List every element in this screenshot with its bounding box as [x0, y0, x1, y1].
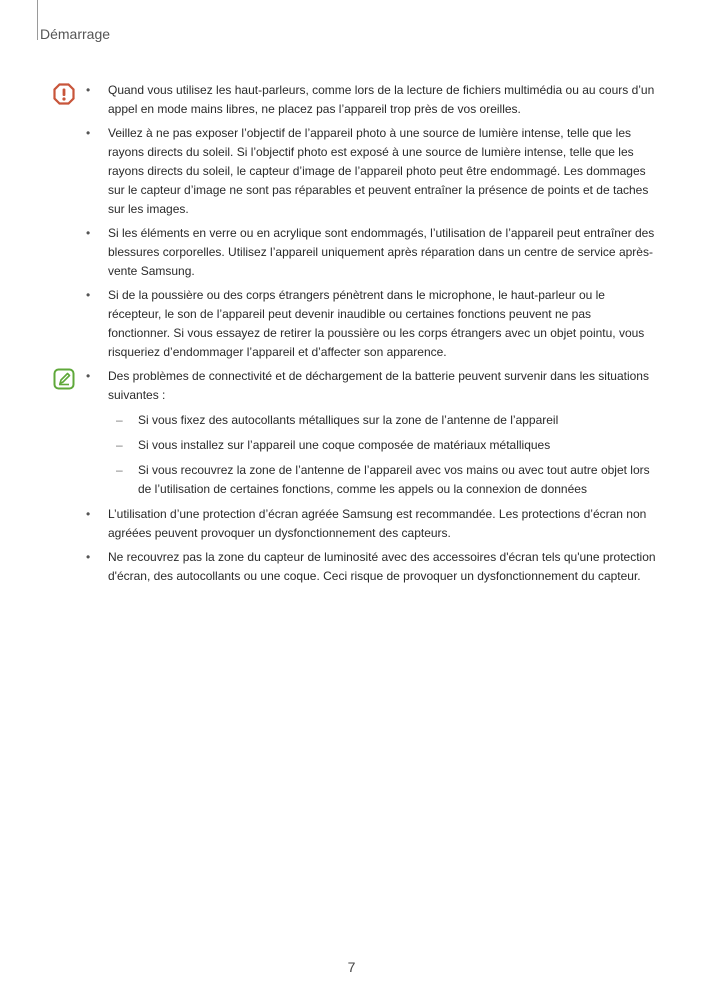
sub-item-text: Si vous fixez des autocollants métalliques sur la zone de l’antenne de l’appareil	[138, 413, 559, 427]
caution-text: Quand vous utilisez les haut-parleurs, comme lors de la lecture de fichiers multimédia ou au cours d’un appel en mode mains libres, ne placez pas l’appareil trop près de vos oreilles.	[108, 83, 655, 116]
note-text: Des problèmes de connectivité et de déchargement de la batterie peuvent survenir dans les situations suivantes :	[108, 369, 649, 402]
note-text: L’utilisation d’une protection d’écran agréée Samsung est recommandée. Les protections d’écran non agréées peuvent provoquer un dysfonctionnement des capteurs.	[108, 507, 647, 540]
list-item	[86, 548, 656, 586]
bullet-icon: •	[86, 83, 91, 97]
sub-item-text: Si vous recouvrez la zone de l’antenne de l’appareil avec vos mains ou avec tout autre objet lors de l’utilisation de certaines fonctions, comme les appels ou la connexion de données	[138, 463, 650, 496]
bullet-icon: •	[86, 288, 91, 302]
sub-item-text: Si vous installez sur l’appareil une coque composée de matériaux métalliques	[138, 438, 551, 452]
dash-icon: –	[116, 413, 123, 427]
page-number: 7	[347, 959, 356, 975]
list-item	[86, 286, 656, 362]
note-list	[86, 367, 656, 591]
note-pencil-icon	[53, 368, 75, 395]
list-item	[86, 367, 656, 499]
bullet-icon: •	[86, 226, 91, 240]
bullet-icon: •	[86, 369, 91, 383]
list-item	[86, 505, 656, 543]
list-item	[86, 81, 656, 119]
sub-list-item	[108, 436, 656, 455]
caution-icon	[53, 83, 75, 110]
section-title: Démarrage	[40, 26, 111, 42]
note-text: Ne recouvrez pas la zone du capteur de luminosité avec des accessoires d'écran tels qu'une protection d'écran, des autocollants ou une coque. Ceci risque de provoquer un dysfonctionnement du capteur.	[108, 550, 656, 583]
list-item	[86, 124, 656, 219]
dash-icon: –	[116, 463, 123, 477]
list-item	[86, 224, 656, 281]
caution-text: Si de la poussière ou des corps étrangers pénètrent dans le microphone, le haut-parleur ou le récepteur, le son de l’appareil peut devenir inaudible ou certaines fonctions peuvent ne pas fonctionner. Si vous essayez de retirer la poussière ou les corps étrangers avec un objet pointu, vous risqueriez d’endommager l’appareil et d’affecter son apparence.	[108, 288, 645, 359]
sub-list-item	[108, 461, 656, 499]
dash-icon: –	[116, 438, 123, 452]
sub-list	[108, 411, 656, 499]
caution-list	[86, 81, 656, 367]
caution-text: Si les éléments en verre ou en acrylique sont endommagés, l’utilisation de l’appareil peut entraîner des blessures corporelles. Utilisez l’appareil uniquement après réparation dans un centre de service après-vente Samsung.	[108, 226, 655, 278]
sub-list-item	[108, 411, 656, 430]
caution-text: Veillez à ne pas exposer l’objectif de l’appareil photo à une source de lumière intense, telle que les rayons directs du soleil. Si l’objectif photo est exposé à une source de lumière intense, telle que les rayons directs du soleil, le capteur d’image de l’appareil photo peut être endommagé. Les dommages sur le capteur d’image ne sont pas réparables et peuvent entraîner la présence de points et de taches sur les images.	[108, 126, 649, 216]
header-rule	[37, 0, 38, 40]
bullet-icon: •	[86, 126, 91, 140]
bullet-icon: •	[86, 550, 91, 564]
bullet-icon: •	[86, 507, 91, 521]
